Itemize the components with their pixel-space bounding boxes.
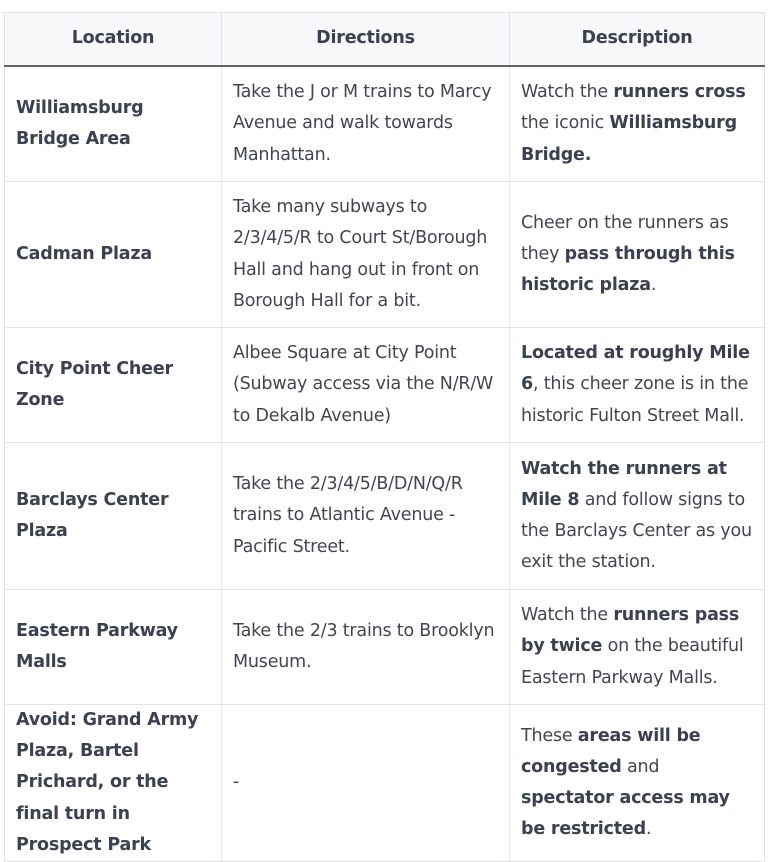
table-body [5,66,765,862]
location-cell: City Point Cheer Zone [5,328,222,443]
description-text: . [650,275,657,296]
table-row [5,328,765,443]
description-emphasis: areas will be congested [521,725,701,777]
description-text: Watch the [521,82,614,103]
table-row [5,182,765,328]
table-row [5,705,765,862]
description-cell [510,328,765,443]
directions-cell: - [222,705,510,862]
description-emphasis: runners cross [613,82,746,103]
spectator-locations-table [4,12,765,862]
description-emphasis: spectator access may be restricted [521,788,730,840]
description-text: Watch the [521,605,614,626]
description-text: and [621,756,660,777]
description-emphasis: runners pass by twice [521,605,740,657]
table-row [5,443,765,590]
description-emphasis: Williamsburg Bridge. [521,113,737,165]
header-description: Description [510,13,765,67]
header-row [5,13,765,67]
description-cell [510,590,765,705]
description-text: and follow signs to the Barclays Center as you exit the station. [521,489,752,573]
header-directions: Directions [222,13,510,67]
description-text: , this cheer zone is in the historic Fulton Street Mall. [521,374,749,426]
location-cell: Williamsburg Bridge Area [5,66,222,182]
description-cell [510,705,765,862]
header-location: Location [5,13,222,67]
table-row [5,590,765,705]
directions-cell: Take the J or M trains to Marcy Avenue and walk towards Manhattan. [222,66,510,182]
description-text: These [521,725,578,746]
description-text: on the beautiful Eastern Parkway Malls. [521,636,744,688]
directions-cell: Take the 2/3/4/5/B/D/N/Q/R trains to Atlantic Avenue - Pacific Street. [222,443,510,590]
description-emphasis: Watch the runners at Mile 8 [521,458,727,510]
directions-cell: Albee Square at City Point (Subway access via the N/R/W to Dekalb Avenue) [222,328,510,443]
description-text: . [645,819,652,840]
description-emphasis: Located at roughly Mile 6 [521,343,750,395]
description-emphasis: pass through this historic plaza [521,243,735,296]
description-text: Cheer on the runners as they [521,212,729,264]
location-cell: Avoid: Grand Army Plaza, Bartel Prichard, or the final turn in Prospect Park [5,705,222,862]
table-header [5,13,765,67]
directions-cell: Take many subways to 2/3/4/5/R to Court St/Borough Hall and hang out in front on Borough Hall for a bit. [222,182,510,328]
directions-cell: Take the 2/3 trains to Brooklyn Museum. [222,590,510,705]
location-cell: Eastern Parkway Malls [5,590,222,705]
description-text: the iconic [521,113,610,134]
description-cell [510,182,765,328]
description-cell [510,66,765,182]
description-cell [510,443,765,590]
location-cell: Cadman Plaza [5,182,222,328]
table-row [5,66,765,182]
location-cell: Barclays Center Plaza [5,443,222,590]
